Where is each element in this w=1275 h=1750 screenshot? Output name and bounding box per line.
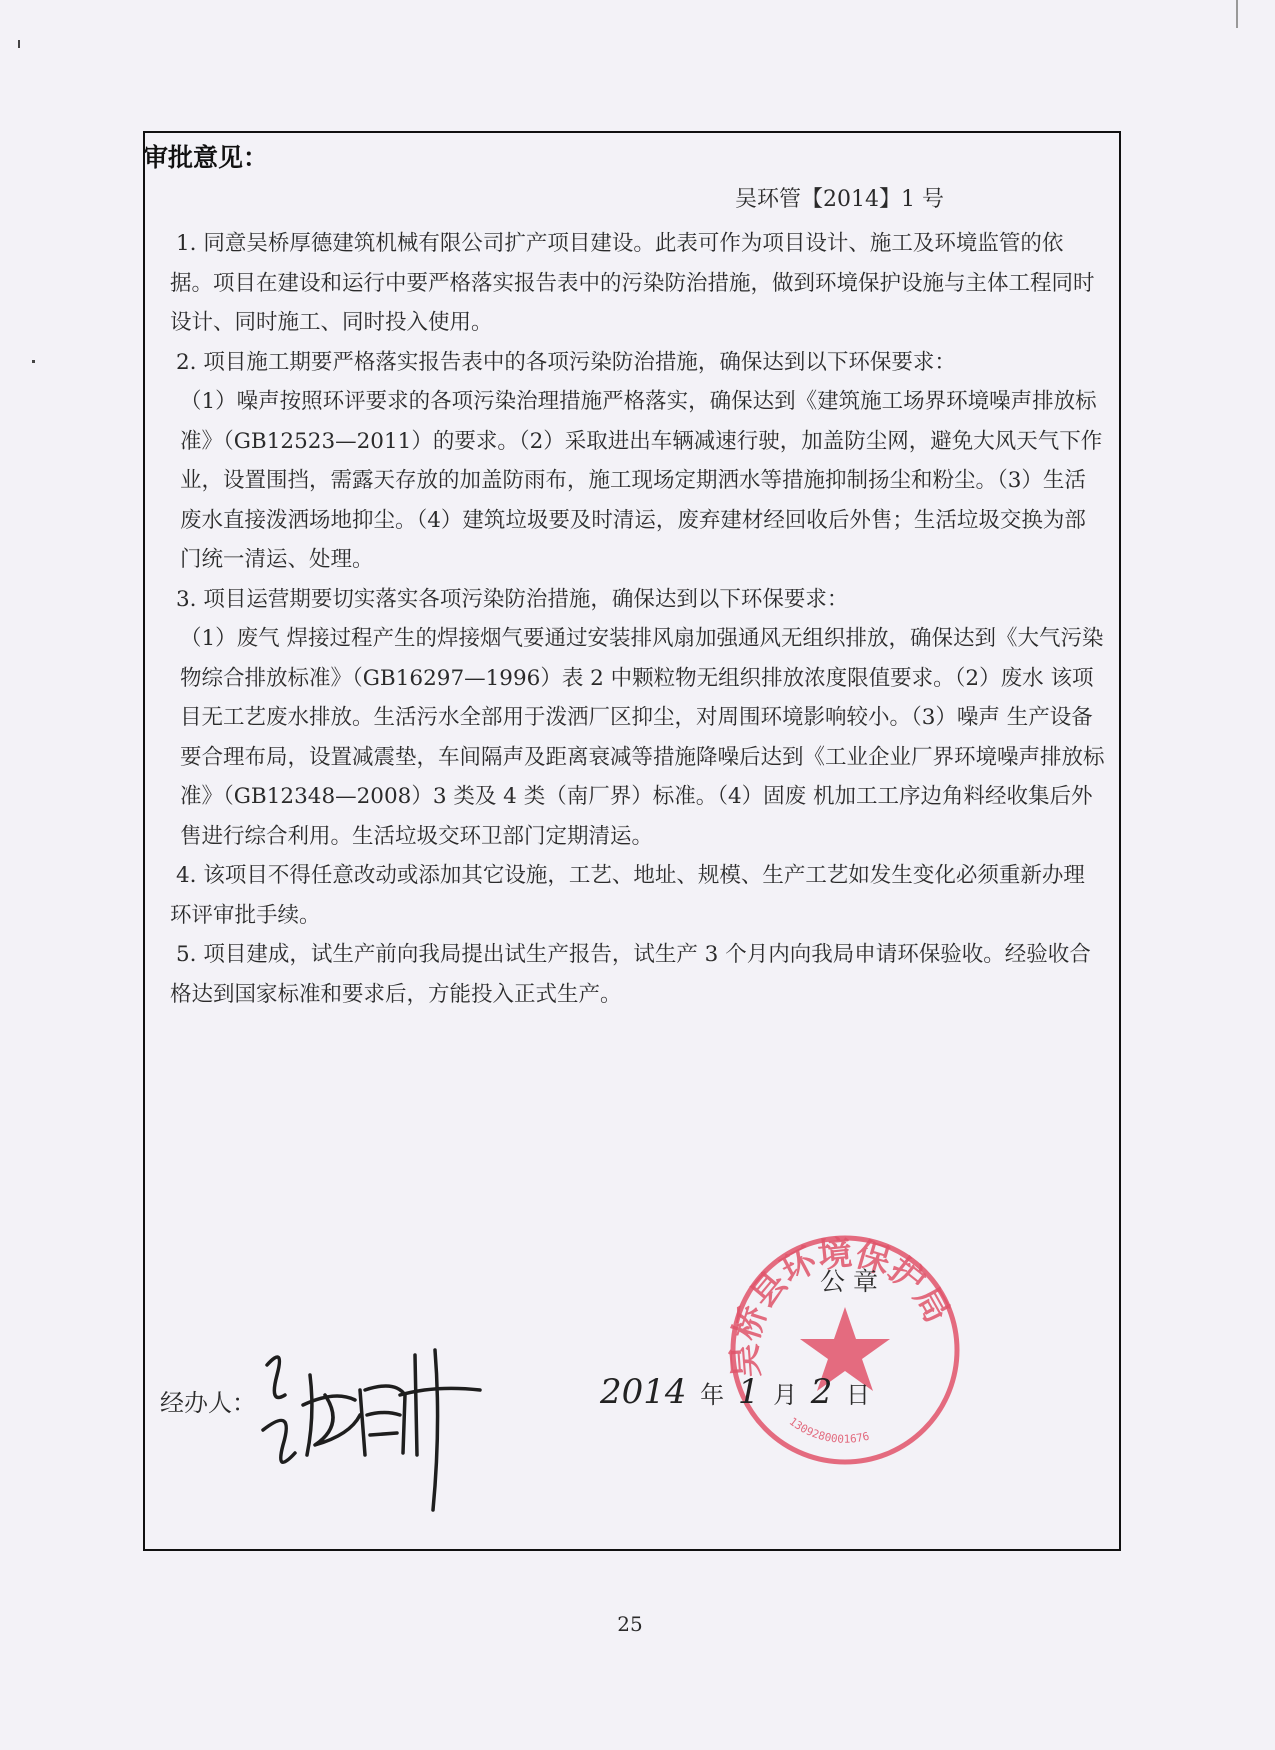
approval-heading: 审批意见： [143,143,269,172]
scan-edge [1236,0,1238,28]
document-number: 吴环管【2014】1 号 [735,187,944,212]
paragraph-3: 3. 项目运营期要切实落实各项污染防治措施，确保达到以下环保要求： [176,586,849,612]
page-number: 25 [617,1612,643,1636]
paragraph-4: 4. 该项目不得任意改动或添加其它设施，工艺、地址、规模、生产工艺如发生变化必须重新办理环评审批手续。 [170,863,1085,928]
paragraph-2: 2. 项目施工期要严格落实报告表中的各项污染防治措施，确保达到以下环保要求： [176,349,956,375]
scan-speck [18,40,20,48]
paragraph-5: 5. 项目建成，试生产前向我局提出试生产报告，试生产 3 个月内向我局申请环保验收。经验收合格达到国家标准和要求后，方能投入正式生产。 [170,942,1091,1007]
date-month: 1 [737,1372,760,1412]
date-month-unit: 月 [773,1381,798,1409]
date-year-unit: 年 [700,1381,725,1409]
seal-lettering: 吴桥县环境保护局 [725,1233,958,1380]
paragraph-1: 1. 同意吴桥厚德建筑机械有限公司扩产项目建设。此表可作为项目设计、施工及环境监管的依据。项目在建设和运行中要严格落实报告表中的污染防治措施，做到环境保护设施与主体工程同时设计、同时施工、同时投入使用。 [170,231,1095,335]
signature-date [600,1372,876,1412]
seal-label: 公 章 [820,1267,878,1296]
paragraph-2-detail: （1）噪声按照环评要求的各项污染治理措施严格落实，确保达到《建筑施工场界环境噪声排放标准》（GB12523—2011）的要求。（2）采取进出车辆减速行驶，加盖防尘网，避免大风天气下作业，设置围挡，需露天存放的加盖防雨布，施工现场定期洒水等措施抑制扬尘和粉尘。（3）生活废水直接泼洒场地抑尘。（4）建筑垃圾要及时清运，废弃建材经回收后外售；生活垃圾交换为部门统一清运、处理。 [180,389,1103,572]
paragraph-3-detail: （1）废气 焊接过程产生的焊接烟气要通过安装排风扇加强通风无组织排放，确保达到《大气污染物综合排放标准》（GB16297—1996）表 2 中颗粒物无组织排放浓度限值要求。（2）废水 该项目无工艺废水排放。生活污水全部用于泼洒厂区抑尘，对周围环境影响较小。（3）噪声 生产设备要合理布局，设置减震垫，车间隔声及距离衰减等措施降噪后达到《工业企业厂界环境噪声排放标准》（GB12348—2008）3 类及 4 类（南厂界）标准。（4）固废 机加工工序边角料经收集后外售进行综合利用。生活垃圾交环卫部门定期清运。 [180,626,1105,849]
handler-signature [255,1335,485,1515]
handler-label: 经办人： [160,1389,256,1417]
approval-body [170,224,1105,1014]
date-day-unit: 日 [846,1381,871,1409]
seal-code: 1309280001676 [786,1414,871,1446]
date-year: 2014 [600,1372,687,1412]
scan-speck [32,360,35,363]
date-day: 2 [810,1372,833,1412]
